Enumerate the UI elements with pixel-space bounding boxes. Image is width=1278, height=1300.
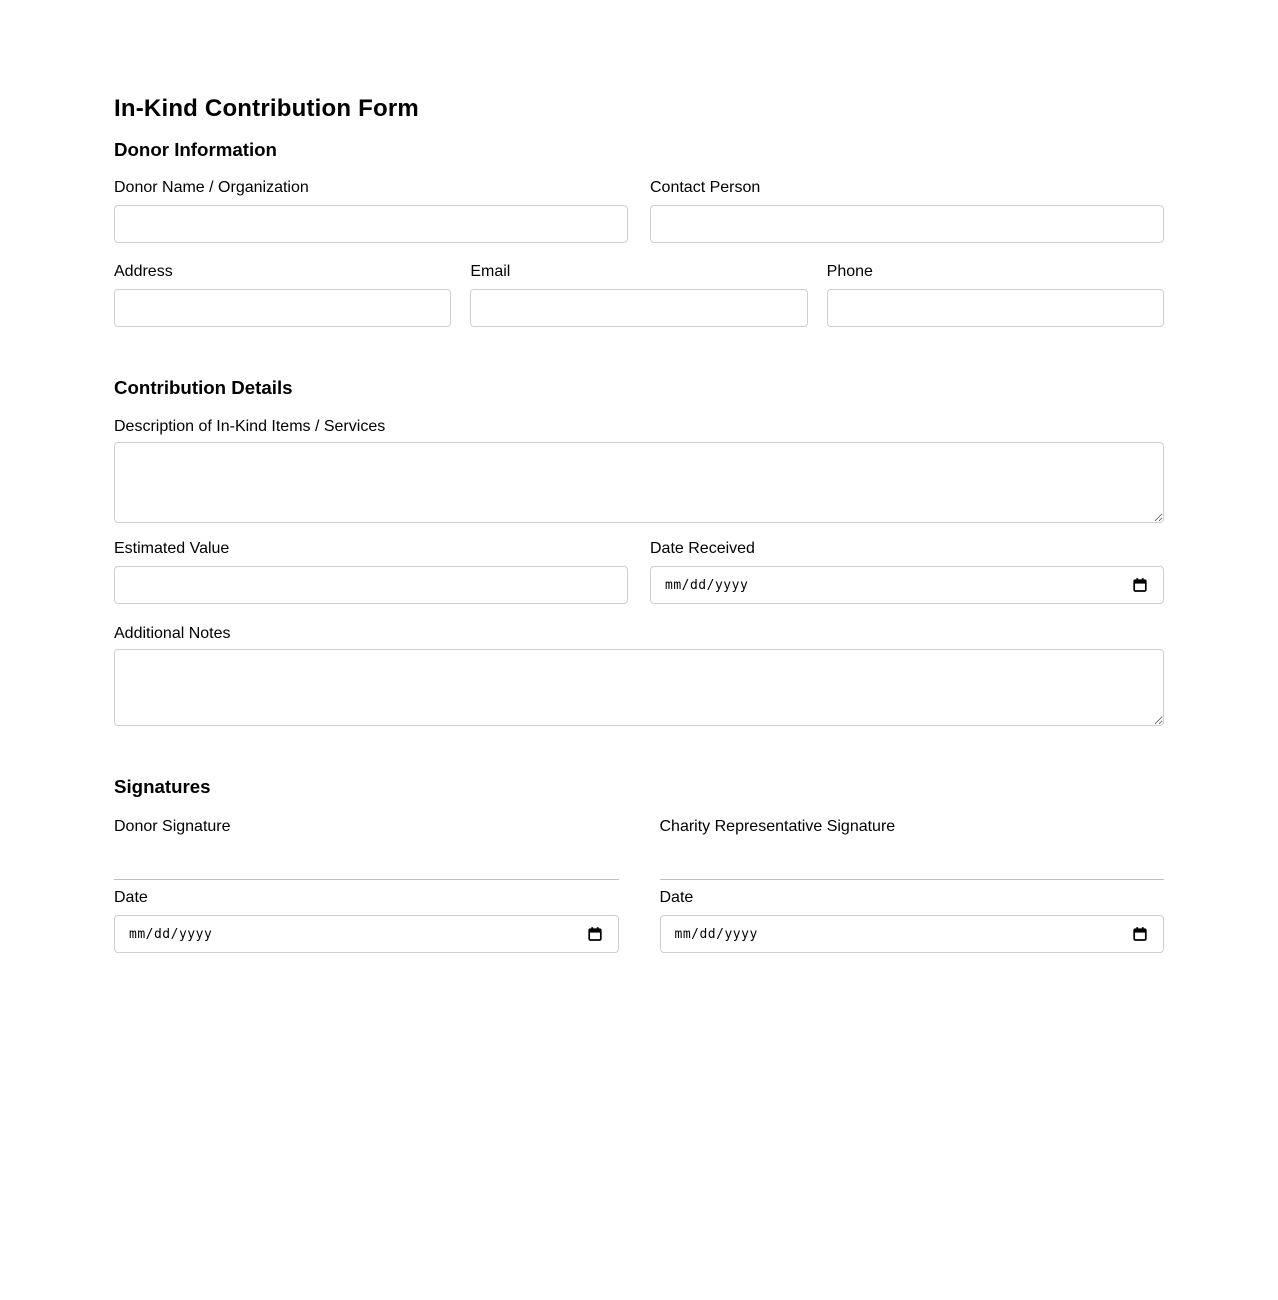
donor-signature-area[interactable] (114, 838, 619, 880)
additional-notes-textarea[interactable] (114, 649, 1164, 726)
phone-label: Phone (826, 263, 873, 280)
charity-signature-area[interactable] (660, 838, 1165, 880)
donor-information-heading: Donor Information (114, 139, 277, 160)
address-label: Address (114, 263, 173, 280)
signature-dates-row (114, 880, 1164, 953)
contribution-details-section (114, 377, 1164, 726)
signatures-section (114, 776, 1164, 953)
additional-notes-field (114, 623, 1164, 726)
phone-field (827, 261, 1164, 327)
charity-date-input[interactable] (660, 915, 1165, 953)
donor-name-input[interactable] (114, 205, 628, 243)
value-date-row (114, 538, 1164, 604)
charity-date-field (660, 880, 1165, 953)
donor-name-label: Donor Name / Organization (114, 179, 309, 196)
calendar-icon[interactable] (1132, 926, 1148, 942)
estimated-value-input[interactable] (114, 566, 628, 604)
estimated-value-label: Estimated Value (114, 540, 230, 557)
charity-date-placeholder: mm/dd/yyyy (674, 926, 758, 942)
donor-signature-label: Donor Signature (114, 818, 231, 835)
phone-input[interactable] (827, 289, 1164, 327)
description-textarea[interactable] (114, 442, 1164, 523)
charity-signature-label: Charity Representative Signature (659, 818, 896, 835)
bottom-whitespace (114, 953, 1164, 1299)
calendar-icon[interactable] (587, 926, 603, 942)
page-title: In-Kind Contribution Form (114, 95, 419, 122)
date-received-placeholder: mm/dd/yyyy (665, 577, 749, 593)
donor-date-placeholder: mm/dd/yyyy (129, 926, 213, 942)
charity-date-label: Date (659, 889, 694, 906)
donor-date-input[interactable] (114, 915, 619, 953)
donor-row-1 (114, 177, 1164, 243)
charity-signature-field (660, 816, 1165, 880)
contact-person-input[interactable] (650, 205, 1164, 243)
in-kind-contribution-form (114, 0, 1164, 1299)
additional-notes-label: Additional Notes (114, 625, 231, 642)
contact-person-label: Contact Person (650, 179, 761, 196)
contribution-details-heading: Contribution Details (114, 377, 293, 398)
address-input[interactable] (114, 289, 451, 327)
estimated-value-field (114, 538, 628, 604)
email-input[interactable] (470, 289, 807, 327)
donor-date-label: Date (114, 889, 148, 906)
date-received-field (650, 538, 1164, 604)
donor-information-section (114, 139, 1164, 327)
date-received-input[interactable] (650, 566, 1164, 604)
signature-lines-row (114, 816, 1164, 880)
email-label: Email (470, 263, 511, 280)
donor-name-field (114, 177, 628, 243)
address-field (114, 261, 451, 327)
donor-row-2 (114, 261, 1164, 327)
donor-date-field (114, 880, 619, 953)
calendar-icon[interactable] (1132, 577, 1148, 593)
donor-signature-field (114, 816, 619, 880)
contact-person-field (650, 177, 1164, 243)
email-field (470, 261, 807, 327)
description-field (114, 416, 1164, 523)
date-received-label: Date Received (650, 540, 755, 557)
description-label: Description of In-Kind Items / Services (114, 418, 386, 435)
signatures-heading: Signatures (114, 776, 211, 797)
